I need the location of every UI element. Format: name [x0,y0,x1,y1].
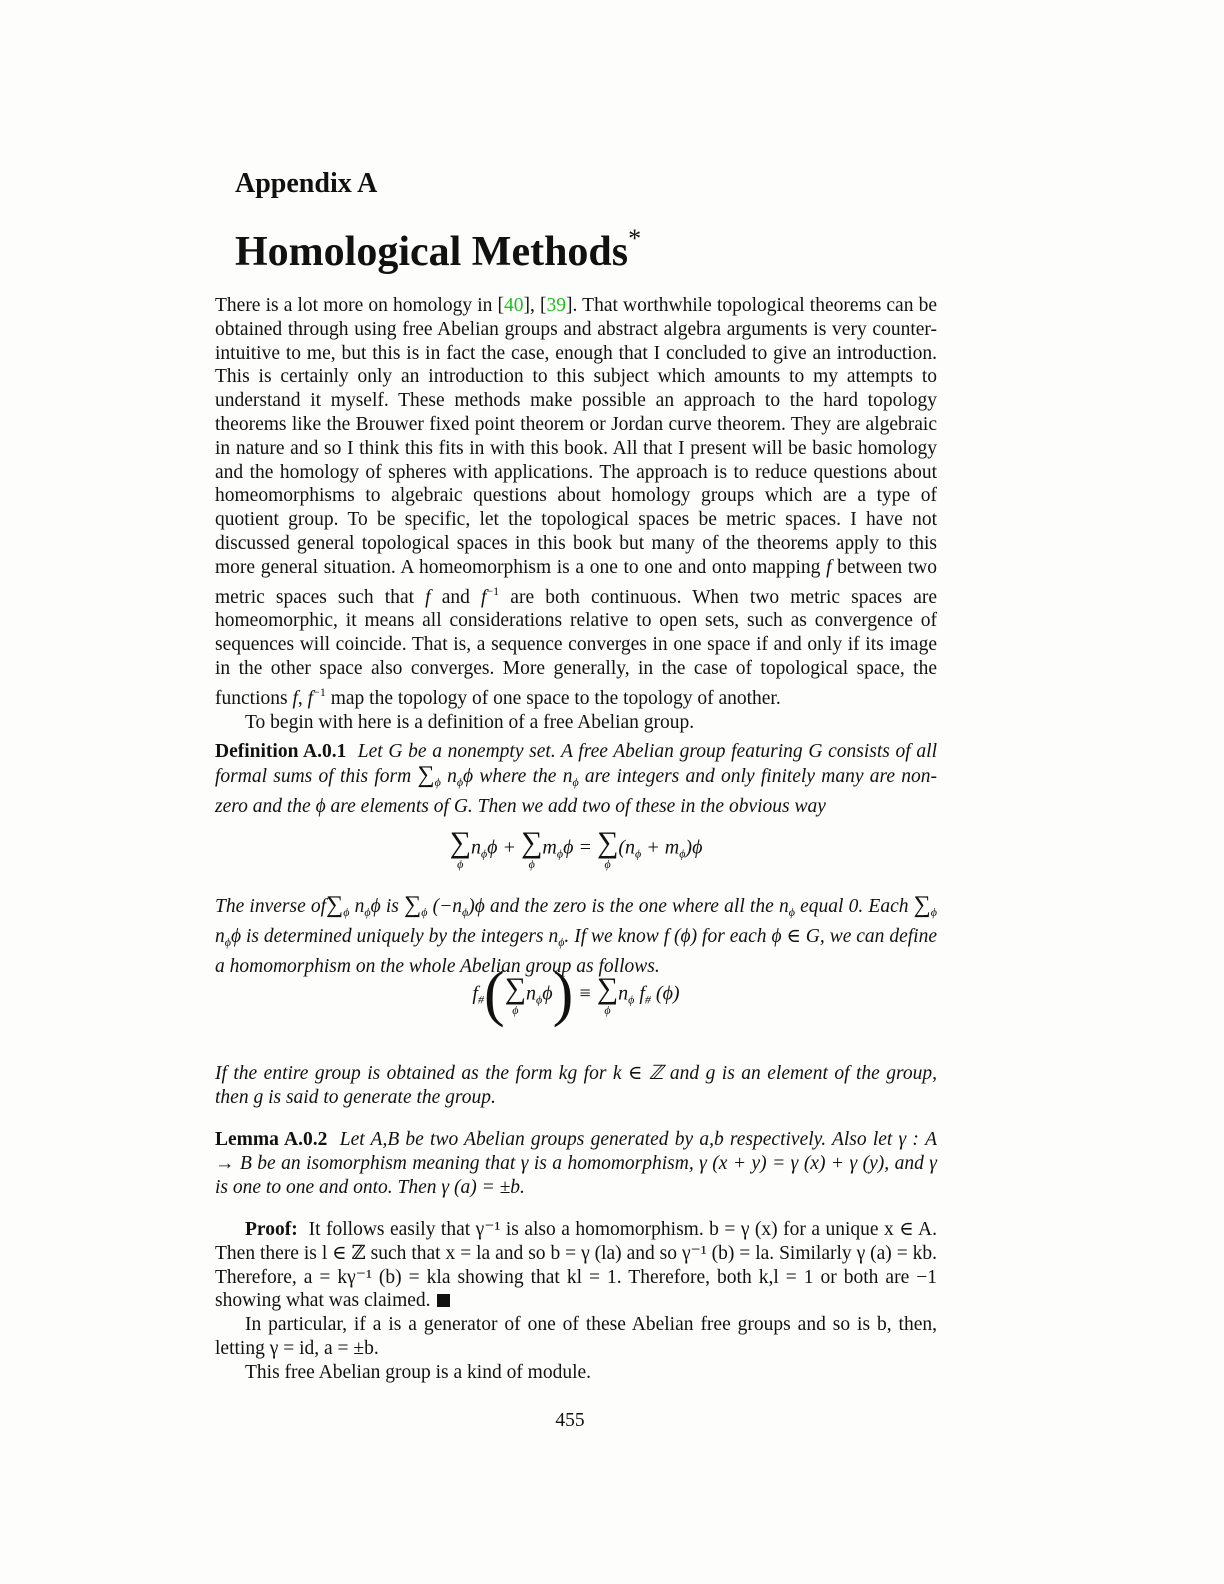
definition-text-3: If the entire group is obtained as the form kg for k ∈ ℤ and g is an element of the group, then g is said to generate the group. [215,1063,937,1108]
definition-block [215,740,937,818]
proof-label: Proof: [245,1219,298,1240]
definition-text: Definition A.0.1 Let G be a nonempty set. A free Abelian group featuring G consists of all formal sums of this form $\sum_\phi$ $n_\phi\phi$ where the $n_\phi$ are integers and only finitely many are non-zero and the ϕ are elements of G. Then we add two of these in the obvious way [215,741,938,817]
intro-paragraph-2: To begin with here is a definition of a free Abelian group. [245,711,695,733]
proof-block [215,1218,937,1385]
definition-label: Definition A.0.1 [215,741,347,762]
intro-paragraph: There is a lot more on homology in [40], [39]. That worthwhile topological theorems can be obtained through using free Abelian groups and abstract algebra arguments is very counter-intuitive to me, but this is in fact the case, enough that I concluded to give an introduction. This is certainly only an introduction to this subject which amounts to my attempts to understand it myself. These methods make possible an approach to the hard topology theorems like the Brouwer fixed point theorem or Jordan curve theorem. They are algebraic in nature and so I think this fits in with this book. All that I present will be basic homology and the homology of spheres with applications. The approach is to reduce questions about homeomorphisms to algebraic questions about homology groups which are a type of quotient group. To be specific, let the topological spaces be metric spaces. I have not discussed general topological spaces in this book but many of the theorems apply to this more general situation. A homeomorphism is a one to one and onto mapping f between two metric spaces such that f and $f^{-1}$ are both continuous. When two metric spaces are homeomorphic, it means all considerations relative to open sets, such as convergence of sequences will coincide. That is, a sequence converges in one space if and only if its image in the other space also converges. More generally, in the case of topological space, the functions f, $f^{-1}$ map the topology of one space to the topology of another. [215,295,937,709]
page-number: 455 [555,1410,585,1431]
definition-continued [215,894,937,978]
appendix-label: Appendix A [235,168,378,199]
definition-closing [215,1062,937,1110]
qed-symbol [437,1294,450,1307]
definition-text-2: The inverse $of\sum_\phi$ $n_\phi\phi$ is $\sum_\phi$ $(-n_\phi)\phi$ and the zero is the one where all the $n_\phi$ equal 0. Each $\sum_\phi$ $n_\phi\phi$ is determined uniquely by the integers $n_\phi$. If we know f (ϕ) for each ϕ ∈ G, we can define a homomorphism on the whole Abelian group as follows. [215,892,937,977]
intro-section [215,294,937,734]
citation-link-40[interactable]: 40 [504,295,524,316]
lemma-label: Lemma A.0.2 [215,1129,328,1150]
lemma-text: Lemma A.0.2 Let A,B be two Abelian groups generated by a,b respectively. Also let γ : A → B be an isomorphism meaning that γ is a homomorphism, γ (x + y) = γ (x) + γ (y), and γ is one to one and onto. Then γ (a) = ±b. [215,1129,937,1198]
equation-sum: ∑ ϕ $n_\phi\phi$ + ∑ ϕ $m_\phi\phi$ = ∑ ϕ $(n_\phi + m_\phi)\phi$ [449,826,703,871]
citation-link-39[interactable]: 39 [546,295,567,316]
title-footnote-mark: * [628,224,642,253]
module-remark: This free Abelian group is a kind of module. [245,1361,592,1383]
proof-text: Proof: It follows easily that γ⁻¹ is also a homomorphism. b = γ (x) for a unique x ∈ A. Then there is l ∈ ℤ such that x = la and so b = γ (la) and so γ⁻¹ (b) = la. Similarly γ (a) = kb. Therefore, a = kγ⁻¹ (b) = kla showing that kl = 1. Therefore, both k,l = 1 or both are −1 showing what was claimed. [215,1219,937,1312]
lemma-block [215,1128,937,1199]
chapter-title-text: Homological Methods [235,229,629,275]
chapter-title [235,224,641,276]
proof-remark: In particular, if a is a generator of one of these Abelian free groups and so is b, then, letting γ = id, a = ±b. [215,1314,937,1359]
equation-homomorphism: $f_{\#}$( ∑ ϕ $n_\phi\phi$) ≡ ∑ ϕ $n_\phi$ $f_{\#}$ (ϕ) [472,960,680,1029]
